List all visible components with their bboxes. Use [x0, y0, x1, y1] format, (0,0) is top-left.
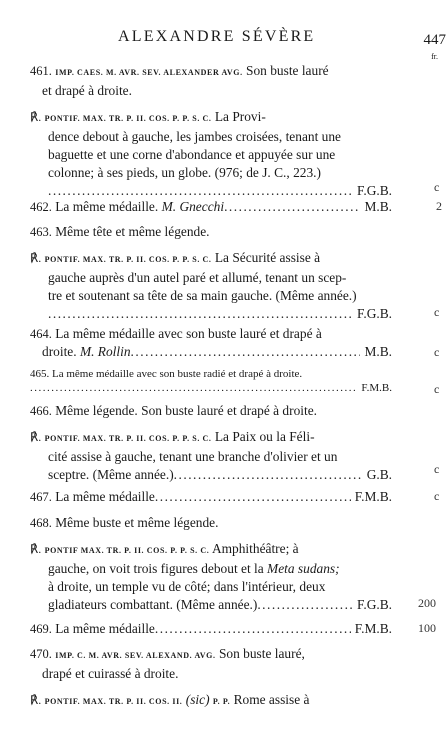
reverse-line: dence debout à gauche, les jambes croisées, tenant une — [48, 129, 341, 144]
margin-mark: 200 — [418, 596, 436, 610]
reverse-mark: ℟. — [30, 251, 42, 265]
entry-number: 465. — [30, 368, 50, 380]
page-number: 447 — [423, 32, 446, 48]
entry-text-cont: droite. — [42, 344, 77, 359]
entry-number: 468. — [30, 516, 52, 530]
entry-text: La même médaille. — [55, 199, 159, 214]
leader-dots — [30, 381, 357, 395]
entry-number: 464. — [30, 327, 52, 341]
rarity-line — [30, 305, 392, 323]
reverse-description: Rome assise à — [233, 692, 310, 707]
leader-dots — [257, 596, 353, 614]
obverse-description: Son buste lauré, — [218, 646, 305, 661]
reverse-mark: ℟. — [30, 430, 42, 444]
entry-text: Même légende. Son buste lauré et drapé à droite. — [55, 403, 317, 418]
reverse-line: tre et soutenant sa tête de sa main gauche. (Même année.) — [48, 288, 357, 303]
margin-mark: c — [434, 382, 440, 396]
leader-dots — [224, 198, 360, 216]
rarity: F.M.B. — [361, 382, 392, 394]
reverse-italic-term: Meta sudans; — [267, 561, 340, 576]
entry-text: Même tête et même légende. — [55, 224, 210, 239]
reverse-line: gauche, on voit trois figures debout et la — [48, 561, 264, 576]
entry-number: 469. — [30, 622, 52, 636]
reverse-line: gladiateurs combattant. (Même année.) — [48, 597, 258, 612]
entry-463 — [30, 223, 392, 323]
obverse-legend: IMP. C. M. AVR. SEV. ALEXAND. AVG. — [55, 651, 216, 660]
entry-text: La même médaille avec son buste lauré et drapé à — [55, 326, 322, 341]
margin-mark: 100 — [418, 621, 436, 635]
rarity: F.G.B. — [356, 306, 392, 321]
entry-text: La même médaille avec son buste radié et drapé à droite. — [52, 368, 303, 380]
reverse-mark: ℟. — [30, 542, 42, 556]
entry-number: 470. — [30, 647, 52, 661]
collector-name: M. Gnecchi — [161, 199, 225, 214]
rarity: F.M.B. — [354, 621, 392, 636]
rarity: F.G.B. — [356, 597, 392, 612]
reverse-legend: PONTIF. MAX. TR. P. II. COS. P. P. S. C. — [44, 255, 212, 264]
reverse-legend: PONTIF. MAX. TR. P. II. COS. II. — [44, 697, 183, 706]
margin-mark: c — [434, 305, 440, 319]
rarity: F.M.B. — [354, 489, 392, 504]
reverse-line: à droite, un temple vu de côté; dans l'intérieur, deux — [48, 579, 326, 594]
reverse-legend: PONTIF MAX. TR. P. II. COS. P. P. S. C. — [44, 546, 210, 555]
entry-465 — [30, 367, 392, 395]
obverse-description-cont: et drapé à droite. — [42, 83, 132, 98]
rarity: M.B. — [364, 199, 392, 214]
reverse-legend: PONTIF. MAX. TR. P. II. COS. P. P. S. C. — [44, 434, 212, 443]
margin-mark: c — [434, 345, 440, 359]
entry-number: 467. — [30, 490, 52, 504]
reverse-line: gauche auprès d'un autel paré et allumé, tenant un scep- — [48, 270, 347, 285]
reverse-line: sceptre. (Même année.) — [48, 467, 174, 482]
obverse-description-cont: drapé et cuirassé à droite. — [42, 666, 179, 681]
entry-number: 463. — [30, 225, 52, 239]
obverse-description: Son buste lauré — [246, 63, 329, 78]
rarity: F.G.B. — [356, 183, 392, 198]
margin-mark: 2 — [436, 199, 442, 213]
corner-note: fr. — [431, 52, 438, 61]
entry-466 — [30, 402, 392, 484]
reverse-legend-end: P. P. — [212, 697, 231, 706]
leader-dots — [155, 620, 351, 638]
reverse-line: cité assise à gauche, tenant une branche d'olivier et un — [48, 449, 338, 464]
reverse-line: baguette et une corne d'abondance et appuyée sur une — [48, 147, 336, 162]
obverse-legend: IMP. CAES. M. AVR. SEV. ALEXANDER AVG. — [55, 68, 243, 77]
entry-text: Même buste et même légende. — [55, 515, 219, 530]
entry-text: La même médaille — [55, 489, 155, 504]
leader-dots — [131, 343, 361, 361]
entry-469 — [30, 620, 392, 638]
reverse-mark: ℟. — [30, 693, 42, 707]
entry-number: 462. — [30, 200, 52, 214]
reverse-description: La Sécurité assise à — [214, 250, 321, 265]
reverse-description: Amphithéâtre; à — [211, 541, 299, 556]
leader-dots — [48, 305, 353, 323]
page-header — [0, 28, 446, 61]
entry-number: 466. — [30, 404, 52, 418]
reverse-line: colonne; à ses pieds, un globe. (976; de J. C., 223.) — [48, 165, 321, 180]
margin-mark: c — [434, 489, 440, 503]
rarity: G.B. — [366, 467, 392, 482]
sic-note: (sic) — [185, 692, 210, 707]
reverse-mark: ℟. — [30, 110, 42, 124]
entry-text: La même médaille — [55, 621, 155, 636]
entry-461 — [30, 62, 392, 200]
entry-467 — [30, 488, 392, 506]
entry-464 — [30, 325, 392, 361]
running-title: ALEXANDRE SÉVÈRE — [118, 28, 316, 45]
margin-mark: c — [434, 462, 440, 476]
reverse-description: La Provi- — [214, 109, 266, 124]
leader-dots — [174, 466, 363, 484]
entry-462 — [30, 198, 392, 216]
leader-dots — [155, 488, 351, 506]
entry-470 — [30, 645, 392, 711]
entry-number: 461. — [30, 64, 52, 78]
margin-mark: c — [434, 180, 440, 194]
collector-name: M. Rollin — [79, 344, 131, 359]
reverse-description: La Paix ou la Féli- — [214, 429, 315, 444]
rarity-line — [30, 381, 392, 395]
entry-468 — [30, 514, 392, 614]
rarity: M.B. — [364, 344, 392, 359]
reverse-legend: PONTIF. MAX. TR. P. II. COS. P. P. S. C. — [44, 114, 212, 123]
